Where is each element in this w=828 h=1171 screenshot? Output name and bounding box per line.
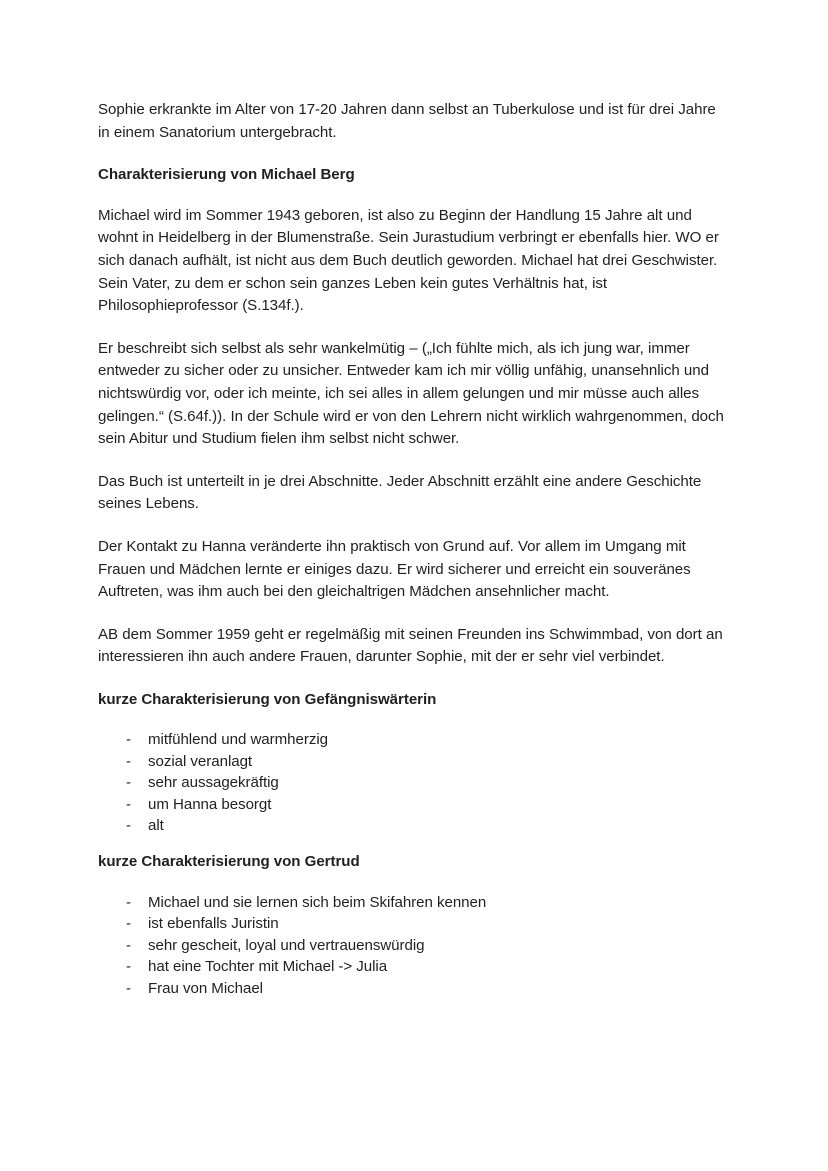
dash-bullet-icon: - — [126, 817, 131, 835]
paragraph-sommer-1959: AB dem Sommer 1959 geht er regelmäßig mit seinen Freunden ins Schwimmbad, von dort an interessieren ihn auch andere Frauen, darunter Sophie, mit der er sehr viel verbindet. — [98, 625, 723, 666]
list-item-label: Frau von Michael — [148, 979, 263, 997]
dash-bullet-icon: - — [126, 915, 131, 933]
list-item-label: Michael und sie lernen sich beim Skifahren kennen — [148, 893, 487, 911]
list-item-label: sehr aussagekräftig — [148, 774, 279, 792]
list-item-label: mitfühlend und warmherzig — [148, 731, 328, 749]
dash-bullet-icon: - — [126, 958, 131, 976]
list-gefaengniswaerterin-traits — [98, 729, 728, 837]
list-item-label: sozial veranlagt — [148, 752, 253, 770]
dash-bullet-icon: - — [126, 979, 131, 997]
list-item — [98, 794, 728, 816]
list-item — [98, 978, 728, 1000]
document-body — [98, 99, 728, 999]
paragraph-book-structure: Das Buch ist unterteilt in je drei Abschnitte. Jeder Abschnitt erzählt eine andere Geschichte seines Lebens. — [98, 472, 702, 513]
list-item-label: sehr gescheit, loyal und vertrauenswürdig — [148, 936, 425, 954]
paragraph-michael-selfdescription: Er beschreibt sich selbst als sehr wankelmütig – („Ich fühlte mich, als ich jung war, immer entweder zu sicher oder zu unsicher. Entweder kam ich mir völlig unfähig, unansehnlich und nichtswürdig vor, oder ich meinte, ich sei alles in allem gelungen und mir müsse auch alles gelingen.“ (S.64f.)). In der Schule wird er von den Lehrern nicht wirklich wahrgenommen, doch sein Abitur und Studium fielen ihm selbst nicht schwer. — [98, 339, 724, 448]
paragraph-michael-biography: Michael wird im Sommer 1943 geboren, ist also zu Beginn der Handlung 15 Jahre alt und wohnt in Heidelberg in der Blumenstraße. Sein Jurastudium verbringt er ebenfalls hier. WO er sich danach aufhält, ist nicht aus dem Buch deutlich geworden. Michael hat drei Geschwister. Sein Vater, zu dem er schon sein ganzes Leben kein gutes Verhältnis hat, ist Philosophieprofessor (S.134f.). — [98, 206, 719, 315]
list-item — [98, 935, 728, 957]
list-item — [98, 751, 728, 773]
list-item — [98, 892, 728, 914]
dash-bullet-icon: - — [126, 731, 131, 749]
list-item-label: hat eine Tochter mit Michael -> Julia — [148, 958, 388, 976]
dash-bullet-icon: - — [126, 795, 131, 813]
dash-bullet-icon: - — [126, 936, 131, 954]
list-item — [98, 729, 728, 751]
list-item-label: alt — [148, 817, 164, 835]
paragraph-hanna-influence: Der Kontakt zu Hanna veränderte ihn praktisch von Grund auf. Vor allem im Umgang mit Frauen und Mädchen lernte er einiges dazu. Er wird sicherer und erreicht ein souveränes Auftreten, was ihm auch bei den gleichaltrigen Mädchen ansehnlicher macht. — [98, 537, 691, 601]
dash-bullet-icon: - — [126, 893, 131, 911]
list-item — [98, 913, 728, 935]
dash-bullet-icon: - — [126, 752, 131, 770]
heading-charakterisierung-gertrud: kurze Charakterisierung von Gertrud — [98, 852, 360, 870]
list-item — [98, 815, 728, 837]
list-item-label: ist ebenfalls Juristin — [148, 915, 279, 933]
list-item-label: um Hanna besorgt — [148, 795, 272, 813]
heading-charakterisierung-gefaengniswaerterin: kurze Charakterisierung von Gefängniswärterin — [98, 690, 437, 708]
paragraph-sophie-illness: Sophie erkrankte im Alter von 17-20 Jahren dann selbst an Tuberkulose und ist für drei Jahre in einem Sanatorium untergebracht. — [98, 101, 716, 141]
dash-bullet-icon: - — [126, 774, 131, 792]
list-gertrud-traits — [98, 892, 728, 1000]
list-item — [98, 956, 728, 978]
heading-charakterisierung-michael-berg: Charakterisierung von Michael Berg — [98, 166, 355, 184]
list-item — [98, 772, 728, 794]
